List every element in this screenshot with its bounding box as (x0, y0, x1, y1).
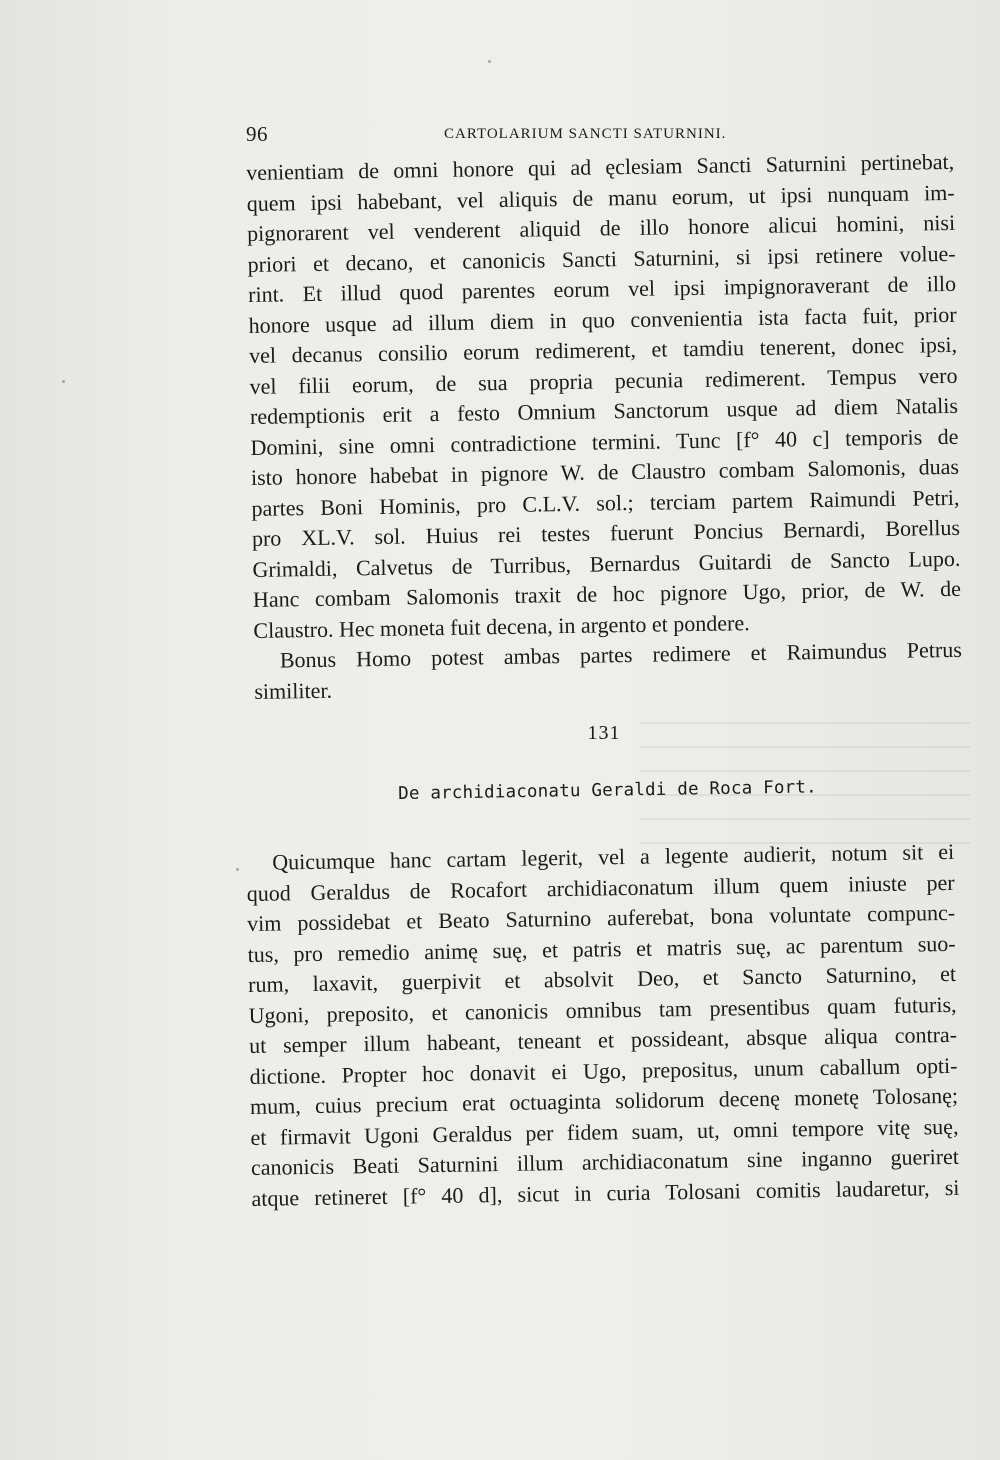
charter-number-text: 131 (587, 722, 621, 744)
text-line: quem ipsi habebant, vel aliquis de manu eorum, ut ipsi nunquam im- (246, 179, 955, 216)
text-line: honore usque ad illum diem in quo convenientia ista facta fuit, prior (248, 301, 957, 338)
text-line: Ugoni, preposito, et canonicis omnibus tam presentibus quam futuris, (248, 991, 957, 1028)
text-line: atque retineret [f° 40 d], sicut in curia Tolosani comitis laudaretur, si (251, 1174, 960, 1211)
charter-text (246, 837, 960, 1214)
text-line: redemptionis erit a festo Omnium Sanctorum usque ad diem Natalis (249, 392, 959, 429)
paper-speck (62, 380, 65, 383)
running-title: CARTOLARIUM SANCTI SATURNINI. (444, 126, 727, 142)
text-line: Hanc combam Salomonis traxit de hoc pignore Ugo, prior, de W. de (252, 575, 962, 612)
text-line: tus, pro remedio animę suę, et patris et matris suę, ac parentum suo- (247, 930, 956, 967)
text-line: isto honore habebat in pignore W. de Claustro combam Salomonis, duas (250, 453, 960, 490)
text-line: Quicumque hanc cartam legerit, vel a legente audierit, notum sit ei (272, 838, 955, 875)
text-line: ut semper illum habeant, teneant et possideant, absque aliqua contra- (248, 1021, 958, 1058)
charter-title: De archidiaconatu Geraldi de Roca Fort. (398, 777, 817, 804)
text-line: Claustro. Hec moneta fuit decena, in argento et pondere. (253, 609, 750, 643)
text-line: et firmavit Ugoni Geraldus per fidem suam, ut, omni tempore vitę suę, (250, 1113, 959, 1150)
text-line: rum, laxavit, guerpivit et absolvit Deo, et Sancto Saturnino, et (247, 960, 957, 997)
paper-speck (236, 868, 239, 871)
paper-speck (488, 60, 491, 63)
running-head (246, 118, 950, 150)
text-line: rint. Et illud quod parentes eorum vel ipsi impignoraverant de illo (247, 270, 957, 307)
text-line: similiter. (254, 677, 333, 704)
text-line: mum, cuius precium erat octuaginta solidorum decenę monetę Tolosanę; (249, 1082, 959, 1119)
text-line: Domini, sine omni contradictione termini. Tunc [f° 40 c] temporis de (250, 423, 959, 460)
text-line: vim possidebat et Beato Saturnino auferebat, bona voluntate compunc- (246, 899, 956, 936)
text-line: quod Geraldus de Rocafort archidiaconatum illum quem iniuste per (246, 869, 955, 906)
text-line: canonicis Beati Saturnini illum archidiaconatum sine inganno gueriret (250, 1143, 960, 1180)
text-line: Bonus Homo potest ambas partes redimere et Raimundus Petrus (279, 636, 963, 673)
text-line: pro XL.V. sol. Huius rei testes fuerunt Poncius Bernardi, Borellus (251, 514, 961, 551)
text-line: venientiam de omni honore qui ad ęclesiam Sancti Saturnini pertinebat, (246, 148, 955, 185)
text-line: Grimaldi, Calvetus de Turribus, Bernardus Guitardi de Sancto Lupo. (252, 545, 961, 582)
continued-charter-text (246, 147, 963, 707)
charter-number (0, 722, 1000, 745)
text-line: partes Boni Hominis, pro C.L.V. sol.; terciam partem Raimundi Petri, (251, 484, 960, 521)
text-line: priori et decano, et canonicis Sancti Saturnini, si ipsi retinere volue- (247, 240, 956, 277)
text-line: vel decanus consilio eorum redimerent, et tamdiu tenerent, donec ipsi, (248, 331, 958, 368)
text-line: pignorarent vel venderent aliquid de illo honore alicui homini, nisi (246, 209, 956, 246)
text-line: dictione. Propter hoc donavit ei Ugo, prepositus, unum caballum opti- (249, 1052, 958, 1089)
page-number: 96 (246, 122, 268, 146)
text-line: vel filii eorum, de sua propria pecunia redimerent. Tempus vero (249, 362, 958, 399)
